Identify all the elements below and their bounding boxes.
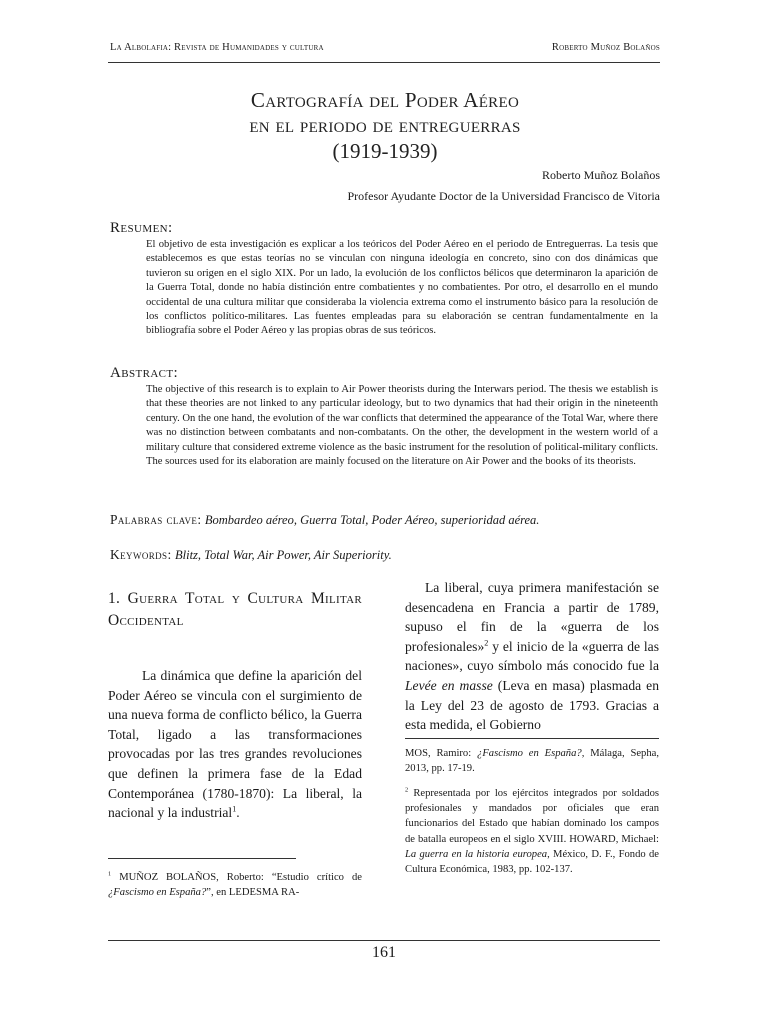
footnote-2-text-b: , México, D. F., Fondo de Cultura Económica, 1983, pp. 102-137. <box>405 848 659 876</box>
footnote-rule-left <box>108 858 296 859</box>
footnote-1-text-a: MUÑOZ BOLAÑOS, Roberto: “Estudio crítico de <box>119 872 362 883</box>
header-author: Roberto Muñoz Bolaños <box>551 42 660 53</box>
running-head <box>110 42 660 58</box>
footnote-1-italic: ¿Fascismo en España? <box>108 887 207 899</box>
palabras-clave-label: Palabras clave: <box>110 512 202 527</box>
abstract-text: The objective of this research is to explain to Air Power theorists during the Interwars period. The thesis we establish is that these theories are not linked to any particular ideology, but to two dynamics that had their origin in the nineteenth century. On the one hand, the evolution of the war conflicts that determined the appearance of the Total War, where there was no distinction between combatants and non-combatants. On the other, the development in the western world of a military culture that considered extreme violence as the basic instrument for the resolution of political-military conflicts. The sources used for its elaboration are mainly focused on the literature on Air Power and the books of its theorists. <box>146 384 658 468</box>
header-rule <box>108 62 660 63</box>
footer-rule <box>108 940 660 941</box>
title-line-3: (1919-1939) <box>332 139 438 163</box>
palabras-clave-value: Bombardeo aéreo, Guerra Total, Poder Aéreo, superioridad aérea. <box>204 513 540 527</box>
keywords-label: Keywords: <box>110 547 172 562</box>
right-paragraph <box>405 578 659 735</box>
section-paragraph-text: La dinámica que define la aparición del Poder Aéreo se vincula con el surgimiento de una nueva forma de conflicto bélico, la Guerra Total, ligado a las transformaciones provocadas por las tres grandes revoluciones que definen la primera fase de la Edad Contemporánea (1780-1870): La liberal, la nacional y la industrial <box>108 668 362 821</box>
keywords-value: Blitz, Total War, Air Power, Air Superiority. <box>174 548 392 562</box>
keywords <box>110 547 670 563</box>
resumen-text: El objetivo de esta investigación es explicar a los teóricos del Poder Aéreo en el periodo de Entreguerras. La tesis que establecemos es que estas teorías no se vinculan con ninguna ideología en concreto, sino con dos dinámicas que tuvieron su origen en el siglo XIX. Por un lado, la evolución de los conflictos bélicos que determinaron la aparición de la Guerra Total, donde no había distinción entre combatientes y no combatientes. Por otro, el desarrollo en el mundo occidental de una cultura militar que consideraba la violencia extrema como el instrumento básico para la resolución de los conflictos político-militares. Las fuentes empleadas para su elaboración se centran fundamentalmente en la bibliografía sobre el Poder Aéreo y las propias obras de sus teóricos. <box>146 239 658 337</box>
author-name: Roberto Muñoz Bolaños <box>542 168 660 182</box>
footnote-1 <box>108 870 362 900</box>
right-column <box>405 578 659 735</box>
footnote-1-cont-text-a: MOS, Ramiro: <box>405 748 478 759</box>
footnote-1-number: 1 <box>108 870 112 878</box>
section-heading: 1. Guerra Total y Cultura Militar Occidental <box>108 590 362 629</box>
abstract-label: Abstract: <box>110 365 179 381</box>
right-paragraph-text-c: (Leva en masa) plasmada en la Ley del 23 de agosto de 1793. Gracias a esta medida, el Gobierno <box>405 677 659 733</box>
right-paragraph-text-a: La liberal, cuya primera manifestación se desencadena en Francia a partir de 1789, supuso el fin de la «guerra de los profesionales» <box>405 580 659 654</box>
journal-name: La Albolafia: Revista de Humanidades y cultura <box>110 42 324 53</box>
footnote-1-text-b: ”, en LEDESMA RA- <box>206 887 300 899</box>
right-paragraph-text-b: y el inicio de la «guerra de las naciones», cuyo símbolo más conocido fue la <box>405 638 659 674</box>
footnote-2 <box>405 786 659 877</box>
footnote-ref-2[interactable]: 2 <box>484 638 489 648</box>
footnote-rule-right <box>405 738 659 739</box>
footnote-2-text-a: Representada por los ejércitos integrados por soldados profesionales y mandados por oficiales que eran funcionarios del Estado que habían dominado los campos de batalla europeos en el siglo XVIII. HOWARD, Michael: <box>405 788 659 845</box>
left-column <box>108 588 362 823</box>
footnote-1-cont-italic: ¿Fascismo en España?, <box>477 748 585 759</box>
palabras-clave <box>110 512 670 528</box>
footnote-1-cont-text-b: Málaga, Sepha, 2013, pp. 17-19. <box>405 748 659 775</box>
title-line-1: Cartografía del Poder Aéreo <box>250 88 520 112</box>
title-line-2: en el periodo de entreguerras <box>249 113 521 137</box>
footnote-ref-1[interactable]: 1 <box>232 804 237 814</box>
footnote-2-italic: La guerra en la historia europea <box>405 848 548 860</box>
author-affiliation: Profesor Ayudante Doctor de la Universidad Francisco de Vitoria <box>347 189 660 203</box>
article-title <box>110 88 660 164</box>
right-paragraph-italic: Levée en masse <box>405 677 493 693</box>
section-paragraph: La dinámica que define la aparición del Poder Aéreo se vincula con el surgimiento de una nueva forma de conflicto bélico, la Guerra Total, ligado a las transformaciones provocadas por las tres grandes revoluciones que definen la primera fase de la Edad Contemporánea (1780-1870): La liberal, la nacional y la industrial$^1$. <box>108 668 362 821</box>
page-number: 161 <box>372 944 396 961</box>
footnote-1-continued <box>405 746 659 776</box>
resumen-label: Resumen: <box>110 220 173 236</box>
footnote-2-number: 2 <box>405 786 409 794</box>
